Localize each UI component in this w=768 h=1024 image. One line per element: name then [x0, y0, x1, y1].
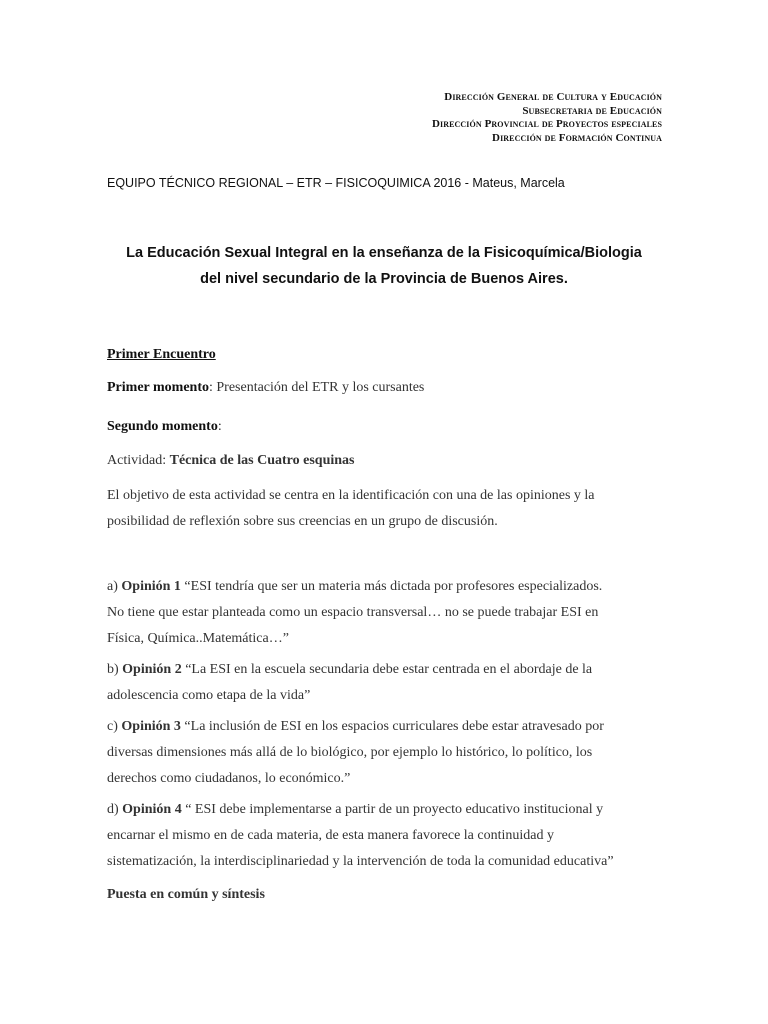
moment-1-label: Primer momento — [107, 380, 209, 395]
opinion-a — [107, 574, 662, 652]
opinion-line: “La ESI en la escuela secundaria debe estar centrada en el abordaje de la — [181, 662, 593, 677]
header-line-subsecretaria: Subsecretaria de Educación — [522, 104, 662, 117]
moment-2-colon: : — [217, 419, 222, 434]
opinion-line: encarnar el mismo en de cada materia, de esta manera favorece la continuidad y — [107, 828, 554, 843]
opinion-marker: b) — [107, 662, 123, 677]
opinion-line: No tiene que estar planteada como un espacio transversal… no se puede trabajar ESI en — [107, 605, 599, 620]
section-heading: Primer Encuentro — [107, 347, 216, 362]
closing-heading-block — [107, 883, 662, 906]
objective-line-2: posibilidad de reflexión sobre sus creencias en un grupo de discusión. — [107, 514, 498, 529]
institution-header — [432, 91, 662, 145]
header-line-provincial: Dirección Provincial de Proyectos especiales — [431, 118, 662, 130]
opinion-line: “La inclusión de ESI en los espacios curriculares debe estar atravesado por — [180, 719, 604, 734]
opinion-line: Física, Química..Matemática…” — [107, 631, 289, 646]
opinion-marker: c) — [107, 719, 122, 734]
opinion-line: diversas dimensiones más allá de lo biológico, por ejemplo lo histórico, lo político, los — [107, 745, 593, 760]
moment-2 — [107, 415, 662, 438]
activity-label: Actividad: — [107, 453, 170, 468]
opinion-label: Opinión 3 — [121, 719, 181, 734]
opinion-c — [107, 714, 662, 792]
opinion-label: Opinión 2 — [122, 662, 182, 677]
opinion-label: Opinión 1 — [121, 579, 181, 594]
team-line: EQUIPO TÉCNICO REGIONAL – ETR – FISICOQUIMICA 2016 - Mateus, Marcela — [107, 176, 565, 190]
opinion-label: Opinión 4 — [122, 802, 182, 817]
title-line-2: del nivel secundario de la Provincia de Buenos Aires. — [200, 271, 568, 287]
section-heading-block — [107, 343, 662, 366]
header-line-formacion: Dirección de Formación Continua — [492, 131, 662, 144]
opinion-line: “ ESI debe implementarse a partir de un proyecto educativo institucional y — [181, 802, 604, 817]
opinion-d — [107, 797, 662, 875]
opinion-line: adolescencia como etapa de la vida” — [107, 688, 311, 703]
moment-1 — [107, 376, 662, 399]
opinion-marker: a) — [107, 579, 122, 594]
moment-1-text: : Presentación del ETR y los cursantes — [208, 380, 425, 395]
document-title — [0, 240, 768, 292]
objective-line-1: El objetivo de esta actividad se centra en la identificación con una de las opiniones y la — [107, 488, 595, 503]
header-line-general: Dirección General de Cultura y Educación — [444, 91, 662, 103]
opinion-line: derechos como ciudadanos, lo económico.” — [107, 771, 351, 786]
opinion-line: sistematización, la interdisciplinariedad y la intervención de toda la comunidad educativa” — [107, 854, 614, 869]
closing-heading: Puesta en común y síntesis — [107, 887, 265, 902]
objective-paragraph — [107, 483, 662, 535]
opinion-marker: d) — [107, 802, 123, 817]
activity-name: Técnica de las Cuatro esquinas — [169, 453, 355, 468]
opinion-line: “ESI tendría que ser un materia más dictada por profesores especializados. — [180, 579, 603, 594]
moment-2-label: Segundo momento — [107, 419, 218, 434]
activity — [107, 449, 662, 472]
title-line-1: La Educación Sexual Integral en la enseñanza de la Fisicoquímica/Biologia — [126, 245, 642, 261]
opinion-b — [107, 657, 662, 709]
